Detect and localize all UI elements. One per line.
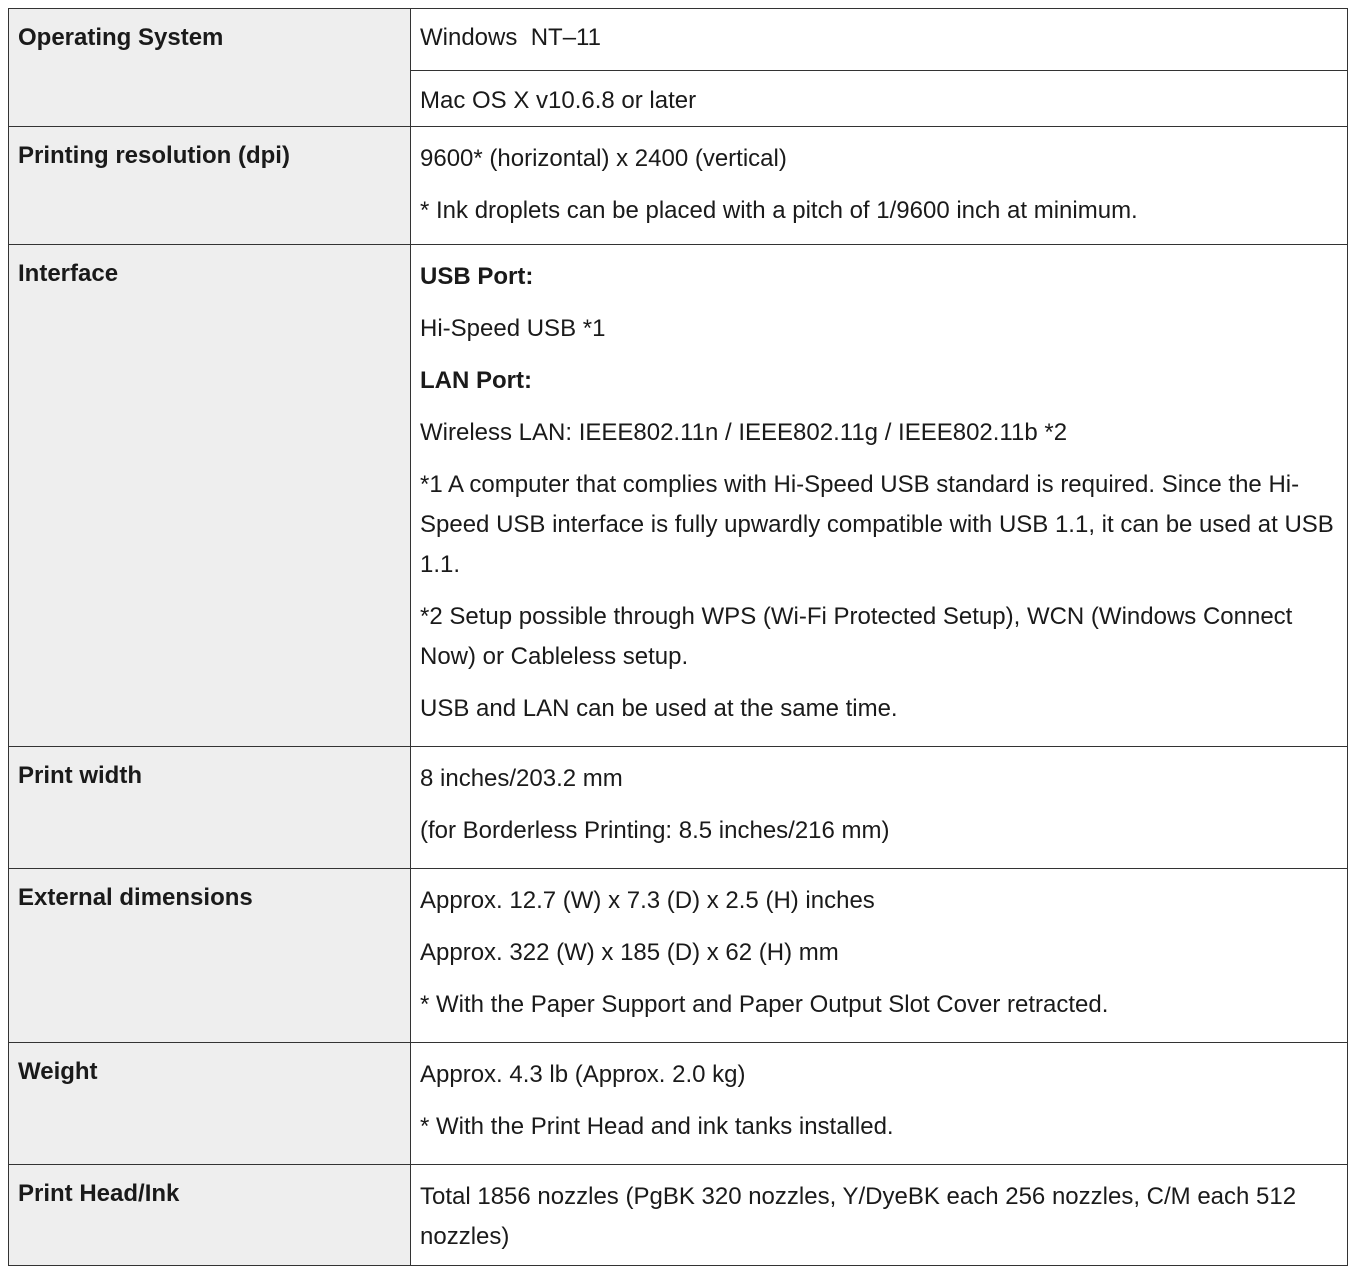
table-row-weight bbox=[9, 1043, 1348, 1165]
print-width-borderless: (for Borderless Printing: 8.5 inches/216 mm) bbox=[420, 817, 890, 844]
weight-value: Approx. 4.3 lb (Approx. 2.0 kg) bbox=[420, 1061, 746, 1088]
dimensions-note: * With the Paper Support and Paper Output Slot Cover retracted. bbox=[420, 991, 1109, 1018]
value-printing-resolution bbox=[411, 127, 1348, 245]
resolution-note: * Ink droplets can be placed with a pitch of 1/9600 inch at minimum. bbox=[420, 197, 1138, 224]
value-weight bbox=[411, 1043, 1348, 1165]
label-print-head-ink: Print Head/Ink bbox=[9, 1165, 411, 1266]
os-mac-text: Mac OS X v10.6.8 or later bbox=[420, 87, 697, 114]
interface-note-2: *2 Setup possible through WPS (Wi-Fi Protected Setup), WCN (Windows Connect Now) or Cableless setup. bbox=[420, 603, 1293, 670]
usb-port-value: Hi-Speed USB *1 bbox=[420, 315, 606, 342]
interface-note-1: *1 A computer that complies with Hi-Speed USB standard is required. Since the Hi-Speed USB interface is fully upwardly compatible with USB 1.1, it can be used at USB 1.1. bbox=[420, 471, 1334, 578]
lan-port-heading: LAN Port: bbox=[420, 367, 532, 394]
table-row-printing-resolution bbox=[9, 127, 1348, 245]
resolution-value: 9600* (horizontal) x 2400 (vertical) bbox=[420, 145, 787, 172]
label-external-dimensions: External dimensions bbox=[9, 869, 411, 1043]
value-print-width bbox=[411, 747, 1348, 869]
value-external-dimensions bbox=[411, 869, 1348, 1043]
interface-note-3: USB and LAN can be used at the same time. bbox=[420, 695, 898, 722]
value-print-head-ink bbox=[411, 1165, 1348, 1266]
label-interface: Interface bbox=[9, 245, 411, 747]
label-weight: Weight bbox=[9, 1043, 411, 1165]
value-interface bbox=[411, 245, 1348, 747]
usb-port-heading: USB Port: bbox=[420, 263, 534, 290]
lan-port-value: Wireless LAN: IEEE802.11n / IEEE802.11g / IEEE802.11b *2 bbox=[420, 419, 1068, 446]
table-row-print-width bbox=[9, 747, 1348, 869]
table-row-external-dimensions bbox=[9, 869, 1348, 1043]
value-os-mac bbox=[411, 71, 1348, 127]
label-print-width: Print width bbox=[9, 747, 411, 869]
dimensions-mm: Approx. 322 (W) x 185 (D) x 62 (H) mm bbox=[420, 939, 839, 966]
label-printing-resolution: Printing resolution (dpi) bbox=[9, 127, 411, 245]
weight-note: * With the Print Head and ink tanks installed. bbox=[420, 1113, 894, 1140]
label-operating-system: Operating System bbox=[9, 9, 411, 127]
value-os-windows bbox=[411, 9, 1348, 71]
print-head-nozzles: Total 1856 nozzles (PgBK 320 nozzles, Y/DyeBK each 256 nozzles, C/M each 512 nozzles) bbox=[420, 1183, 1297, 1250]
os-windows-text: Windows NT–11 bbox=[420, 24, 601, 51]
table-row-print-head-ink bbox=[9, 1165, 1348, 1266]
dimensions-inches: Approx. 12.7 (W) x 7.3 (D) x 2.5 (H) inches bbox=[420, 887, 875, 914]
table-row-operating-system bbox=[9, 9, 1348, 71]
specifications-table bbox=[8, 8, 1348, 1266]
print-width-value: 8 inches/203.2 mm bbox=[420, 765, 623, 792]
table-row-interface bbox=[9, 245, 1348, 747]
